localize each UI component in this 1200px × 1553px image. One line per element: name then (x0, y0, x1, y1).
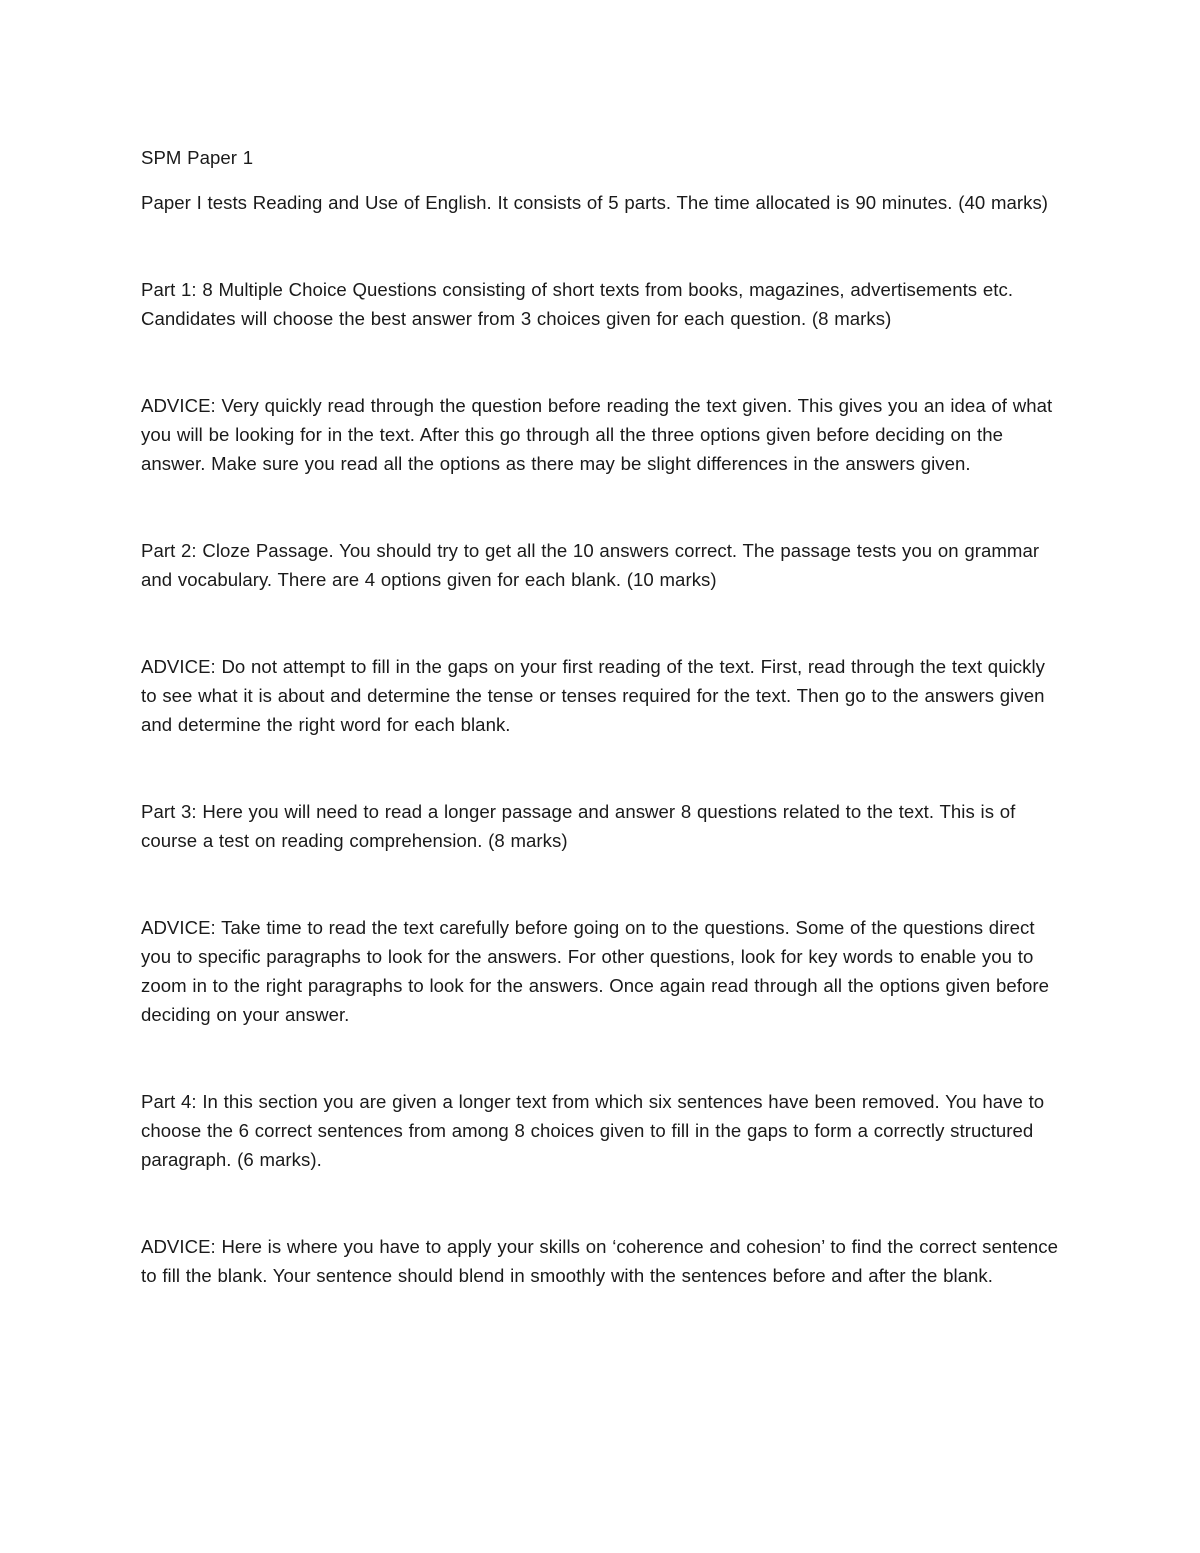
advice-4-paragraph: ADVICE: Here is where you have to apply your skills on ‘coherence and cohesion’ to find the correct sentence to fill the blank. Your sentence should blend in smoothly with the sentences before and after the blank. (141, 1236, 1059, 1286)
intro-paragraph: Paper I tests Reading and Use of English. It consists of 5 parts. The time allocated is 90 minutes. (40 marks) (141, 192, 1049, 213)
part-3-paragraph: Part 3: Here you will need to read a longer passage and answer 8 questions related to the text. This is of course a test on reading comprehension. (8 marks) (141, 801, 1016, 851)
part-1-paragraph: Part 1: 8 Multiple Choice Questions consisting of short texts from books, magazines, advertisements etc. Candidates will choose the best answer from 3 choices given for each question. (8 marks) (141, 279, 1014, 329)
part-2-paragraph: Part 2: Cloze Passage. You should try to get all the 10 answers correct. The passage tests you on grammar and vocabulary. There are 4 options given for each blank. (10 marks) (141, 540, 1040, 590)
part-4-paragraph: Part 4: In this section you are given a longer text from which six sentences have been removed. You have to choose the 6 correct sentences from among 8 choices given to fill in the gaps to form a correctly structured paragraph. (6 marks). (141, 1091, 1045, 1170)
advice-2-paragraph: ADVICE: Do not attempt to fill in the gaps on your first reading of the text. First, read through the text quickly to see what it is about and determine the tense or tenses required for the text. Then go to the answers given and determine the right word for each blank. (141, 656, 1045, 735)
document-body (141, 143, 1066, 1290)
document-title: SPM Paper 1 (141, 147, 254, 168)
advice-3-paragraph: ADVICE: Take time to read the text carefully before going on to the questions. Some of the questions direct you to specific paragraphs to look for the answers. For other questions, look for key words to enable you to zoom in to the right paragraphs to look for the answers. Once again read through all the options given before deciding on your answer. (141, 917, 1049, 1025)
advice-1-paragraph: ADVICE: Very quickly read through the question before reading the text given. This gives you an idea of what you will be looking for in the text. After this go through all the three options given before deciding on the answer. Make sure you read all the options as there may be slight differences in the answers given. (141, 395, 1053, 474)
